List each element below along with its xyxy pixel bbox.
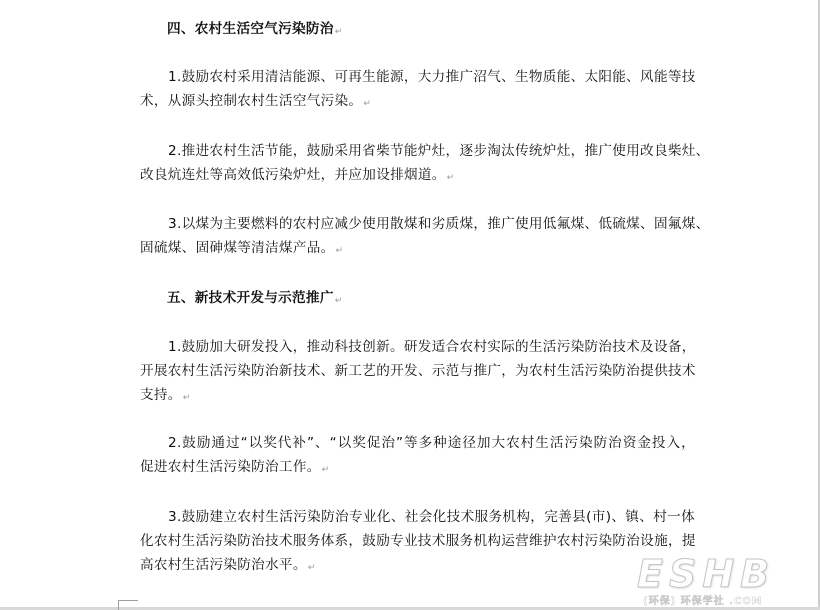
- margin-corner-marker: [118, 600, 138, 610]
- paragraph-line: 3.鼓励建立农村生活污染防治专业化、社会化技术服务机构，完善县(市)、镇、村一体: [168, 509, 695, 525]
- paragraph-5-2: [140, 431, 695, 482]
- section-heading-4: [167, 17, 722, 44]
- paragraph-4-3: [140, 212, 710, 263]
- section-heading-4-text: 四、农村生活空气污染防治: [167, 21, 334, 37]
- paragraph-line: 术，从源头控制农村生活空气污染。↵: [140, 93, 372, 109]
- paragraph-5-1: [140, 335, 695, 410]
- site-watermark: [637, 552, 812, 607]
- paragraph-mark-icon: ↵: [363, 99, 372, 109]
- paragraph-line: 2.鼓励通过“以奖代补”、“以奖促治”等多种途径加大农村生活污染防治资金投入，: [168, 435, 695, 451]
- paragraph-line: 促进农村生活污染防治工作。↵: [140, 459, 330, 475]
- paragraph-line: 开展农村生活污染防治新技术、新工艺的开发、示范与推广，为农村生活污染防治提供技术: [140, 363, 696, 379]
- paragraph-line: 支持。↵: [140, 387, 191, 403]
- paragraph-mark-icon: ↵: [334, 27, 343, 37]
- paragraph-line: 固硫煤、固砷煤等清洁煤产品。↵: [140, 240, 344, 256]
- paragraph-mark-icon: ↵: [334, 296, 343, 306]
- paragraph-mark-icon: ↵: [182, 393, 191, 403]
- paragraph-mark-icon: ↵: [335, 246, 344, 256]
- paragraph-line: 3.以煤为主要燃料的农村应减少使用散煤和劣质煤，推广使用低氟煤、低硫煤、固氟煤、: [168, 216, 710, 232]
- section-heading-5-text: 五、新技术开发与示范推广: [167, 290, 334, 306]
- paragraph-line: 高农村生活污染防治水平。↵: [140, 557, 316, 573]
- paragraph-mark-icon: ↵: [446, 173, 455, 183]
- paragraph-line: 2.推进农村生活节能，鼓励采用省柴节能炉灶，逐步淘汰传统炉灶，推广使用改良柴灶、: [168, 143, 710, 159]
- paragraph-4-1: [140, 65, 695, 116]
- paragraph-4-2: [140, 139, 710, 190]
- paragraph-5-3: [140, 505, 695, 580]
- section-heading-5: [167, 286, 722, 313]
- paragraph-mark-icon: ↵: [321, 465, 330, 475]
- paragraph-line: 化农村生活污染防治技术服务体系，鼓励专业技术服务机构运营维护农村污染防治设施，提: [140, 533, 696, 549]
- watermark-logo: ESHB: [637, 552, 776, 596]
- paragraph-line: 1.鼓励农村采用清洁能源、可再生能源，大力推广沼气、生物质能、太阳能、风能等技: [168, 69, 696, 85]
- paragraph-line: 1.鼓励加大研发投入，推动科技创新。研发适合农村实际的生活污染防治技术及设备，: [168, 339, 696, 355]
- paragraph-mark-icon: ↵: [307, 563, 316, 573]
- paragraph-line: 改良炕连灶等高效低污染炉灶，并应加设排烟道。↵: [140, 167, 455, 183]
- watermark-tagline: (环保) 环保学社 .COM: [643, 596, 763, 607]
